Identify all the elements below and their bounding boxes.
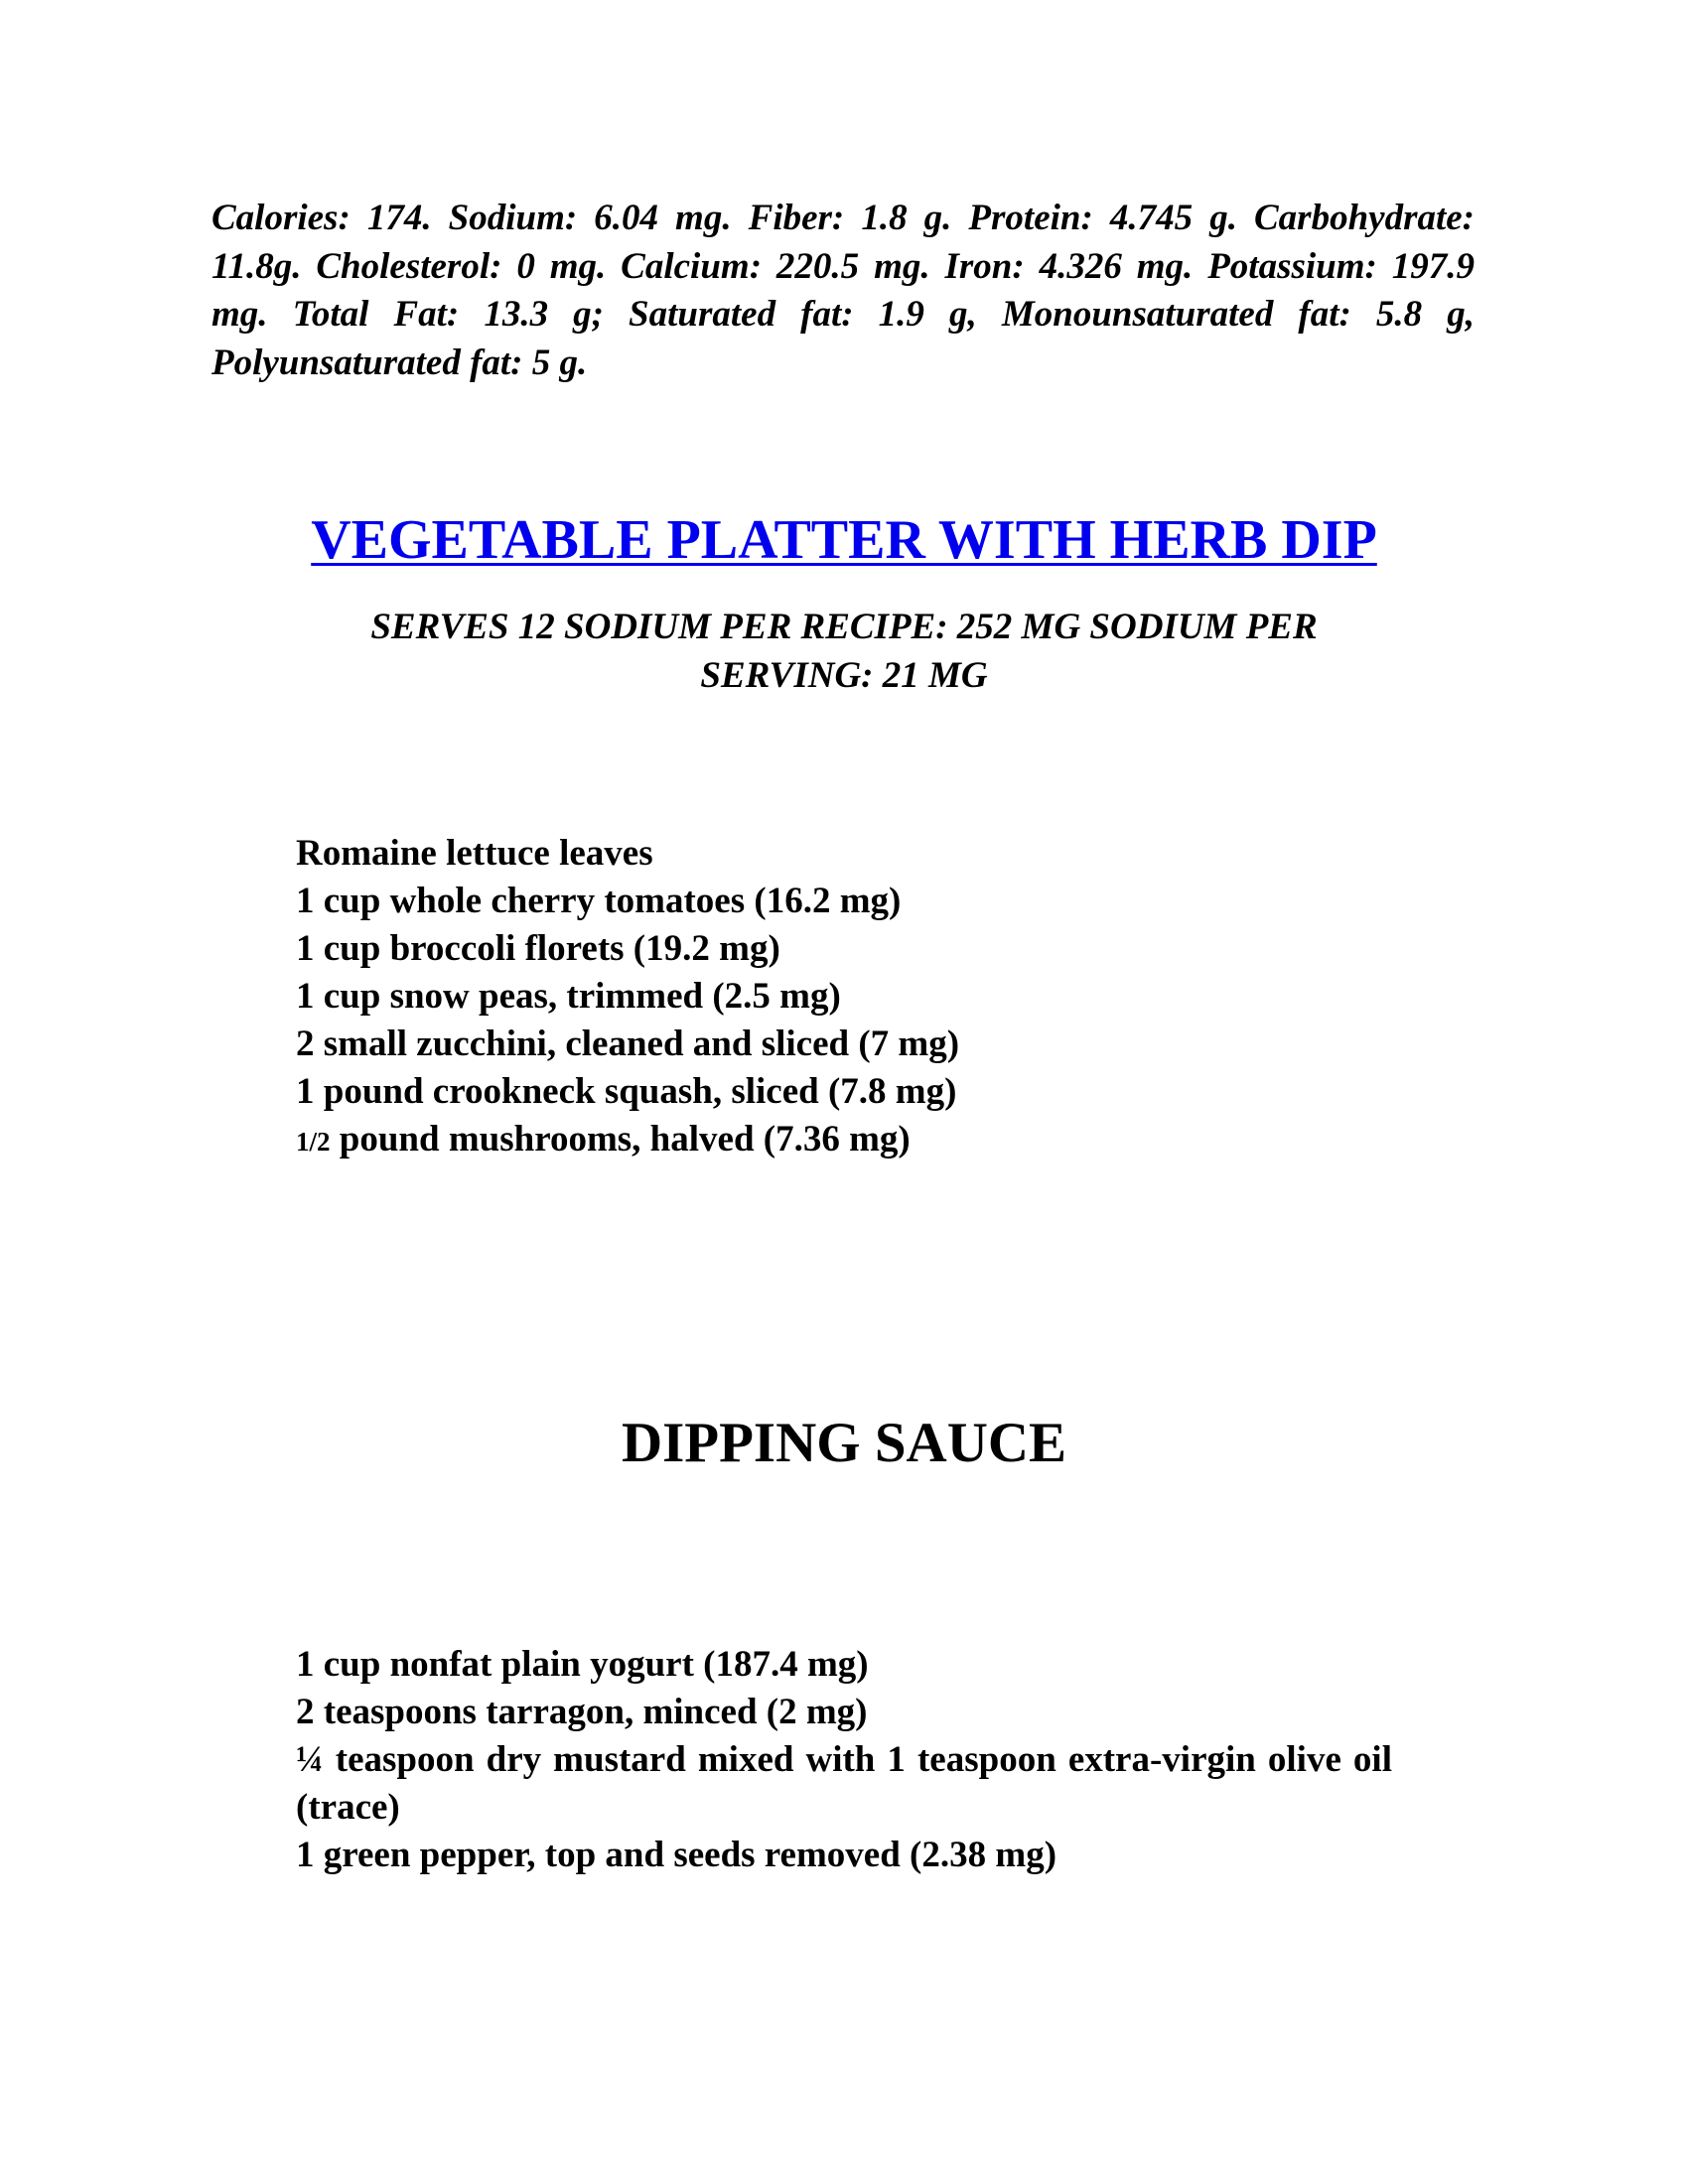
recipe-title bbox=[0, 506, 1688, 574]
nutrition-facts: Calories: 174. Sodium: 6.04 mg. Fiber: 1.8 g. Protein: 4.745 g. Carbohydrate: 11.8g. Cholesterol: 0 mg. Calcium: 220.5 mg. Iron: 4.326 mg. Potassium: 197.9 mg. Total Fat: 13.3 g; Saturated fat: 1.9 g, Monounsaturated fat: 5.8 g, Polyunsaturated fat: 5 g. bbox=[211, 198, 1475, 383]
dipping-sauce-heading: DIPPING SAUCE bbox=[621, 1412, 1067, 1474]
sauce-ingredient-list bbox=[296, 1641, 1392, 1879]
ingredient-item: ¼ teaspoon dry mustard mixed with 1 teaspoon extra-virgin olive oil (trace) bbox=[296, 1739, 1392, 1828]
recipe-title-link[interactable]: VEGETABLE PLATTER WITH HERB DIP bbox=[311, 509, 1377, 571]
ingredient-text: pound mushrooms, halved (7.36 mg) bbox=[330, 1119, 911, 1160]
ingredient-item bbox=[296, 1116, 959, 1165]
ingredient-item: 2 teaspoons tarragon, minced (2 mg) bbox=[296, 1692, 868, 1732]
ingredient-item: 2 small zucchini, cleaned and sliced (7 mg) bbox=[296, 1024, 960, 1064]
ingredient-item: 1 green pepper, top and seeds removed (2.38 mg) bbox=[296, 1835, 1057, 1875]
ingredient-item: 1 cup nonfat plain yogurt (187.4 mg) bbox=[296, 1644, 869, 1685]
ingredient-item: 1 cup whole cherry tomatoes (16.2 mg) bbox=[296, 881, 902, 921]
ingredient-item: Romaine lettuce leaves bbox=[296, 833, 653, 874]
ingredient-item: 1 cup broccoli florets (19.2 mg) bbox=[296, 928, 780, 969]
ingredient-item: 1 cup snow peas, trimmed (2.5 mg) bbox=[296, 976, 841, 1017]
platter-ingredient-list bbox=[296, 830, 959, 1165]
serves-sodium-info: SERVES 12 SODIUM PER RECIPE: 252 MG SODIUM PER SERVING: 21 MG bbox=[370, 607, 1318, 696]
ingredient-fraction: 1/2 bbox=[296, 1127, 331, 1157]
ingredient-item: 1 pound crookneck squash, sliced (7.8 mg) bbox=[296, 1071, 957, 1112]
